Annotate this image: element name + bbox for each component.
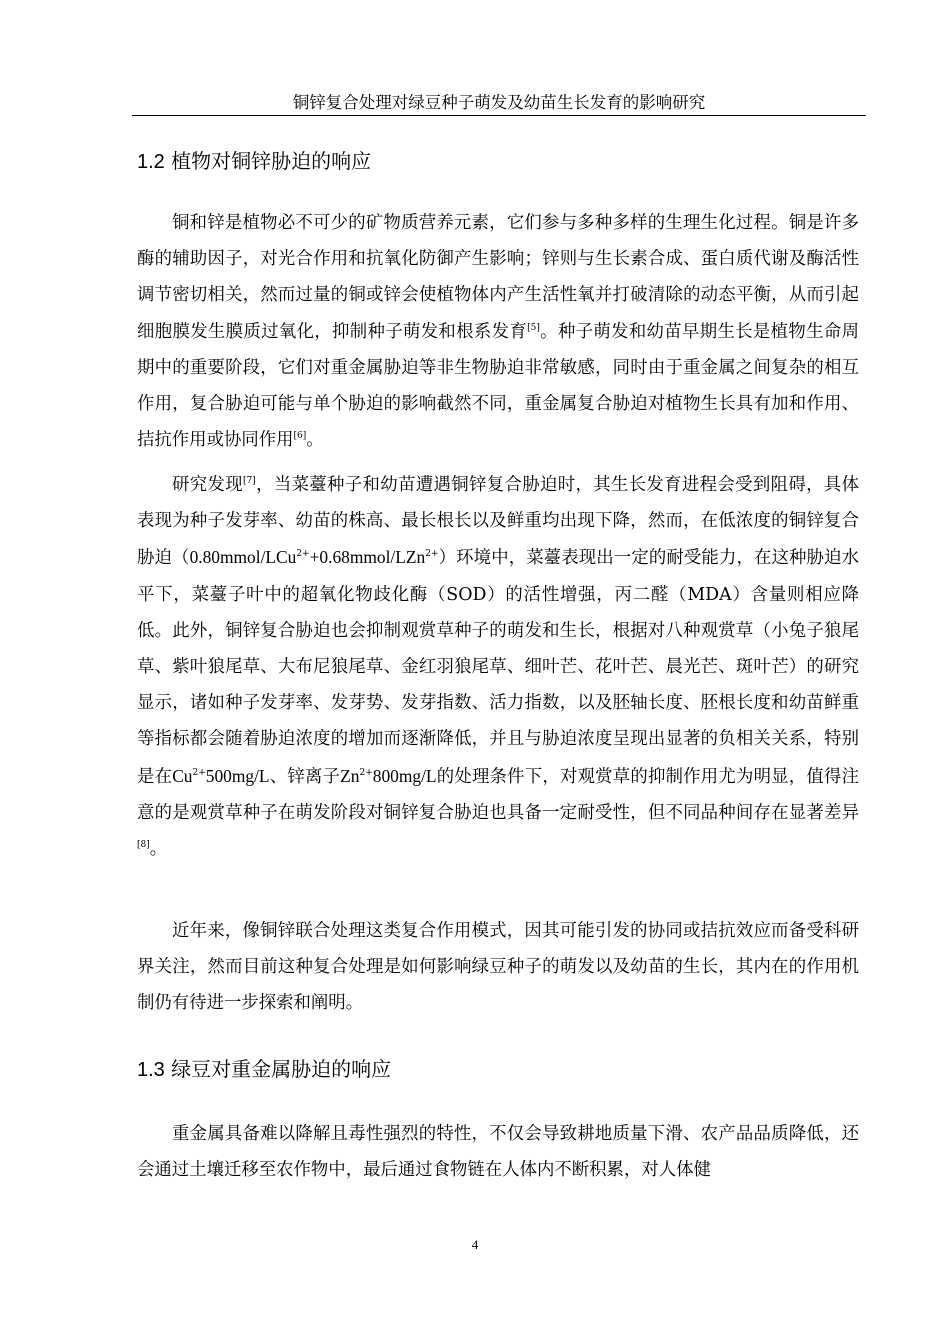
citation: [5]: [527, 322, 540, 333]
concentration-text: 0.80mmol/LCu: [189, 547, 297, 568]
paragraph-text: 。种子萌发和幼苗早期生长是植物生命周期中的重要阶段，它们对重金属胁迫等非生物胁迫非常敏感，同时由于重金属之间复杂的相互作用，复合胁迫可能与单个胁迫的影响截然不同，重金属复合胁迫对植物生长具有加和作用、拮抗作用或协同作用: [137, 321, 859, 451]
page-number: 4: [471, 1237, 479, 1252]
citation: [8]: [137, 840, 150, 851]
paragraph-text: ，当菜薹种子和幼苗遭遇铜锌复合胁迫时，其生长发育进程会受到阻碍，具体表现为种子发芽率、幼苗的株高、最长根长以及鲜重均出现下降，然而，在低浓度的铜锌复合胁迫（: [137, 475, 859, 569]
section-heading-1-3: [137, 1055, 857, 1084]
section-number: 1.2: [137, 151, 165, 173]
section-title: 植物对铜锌胁迫的响应: [171, 149, 372, 173]
ion-charge: 2+: [192, 767, 206, 778]
section-heading-1-2: [137, 147, 857, 176]
section-title: 绿豆对重金属胁迫的响应: [171, 1057, 392, 1081]
paragraph: [137, 467, 859, 867]
paragraph-text: 。: [306, 430, 324, 451]
ion-charge: 2+: [425, 549, 439, 560]
citation: [7]: [242, 476, 256, 486]
paragraph: [137, 1116, 859, 1188]
running-header: 铜锌复合处理对绿豆种子萌发及幼苗生长发育的影响研究: [292, 93, 706, 112]
paragraph-text: 。: [149, 839, 168, 860]
citation: [6]: [293, 431, 307, 442]
concentration-text: 500mg/L: [205, 765, 270, 786]
paragraph-text: 研究发现: [172, 475, 243, 495]
paragraph-text: ）环境中，菜薹表现出一定的耐受能力，在这种胁迫水平下，菜薹子叶中的超氧化物歧化酶（SOD）的活性增强，丙二醛（MDA）含量则相应降低。此外，铜锌复合胁迫也会抑制观赏草种子的萌发和生长，根据对八种观赏草（小兔子狼尾草、紫叶狼尾草、大布尼狼尾草、金红羽狼尾草、细叶芒、花叶芒、晨光芒、斑叶芒）的研究显示，诸如种子发芽率、发芽势、发芽指数、活力指数，以及胚轴长度、胚根长度和幼苗鲜重等指标都会随着胁迫浓度的增加而逐渐降低，并且与胁迫浓度呈现出显著的负相关关系，特别是在: [137, 548, 859, 787]
paragraph-text: 、锌离子: [269, 766, 341, 787]
ion-charge: 2+: [296, 549, 310, 560]
header-rule: [132, 115, 866, 116]
concentration-text: +0.68mmol/LZn: [309, 547, 426, 568]
paragraph-text: 铜和锌是植物必不可少的矿物质营养元素，它们参与多种多样的生理生化过程。铜是许多酶的辅助因子，对光合作用和抗氧化防御产生影响；锌则与生长素合成、蛋白质代谢及酶活性调节密切相关，然而过量的铜或锌会使植物体内产生活性氧并打破清除的动态平衡，从而引起细胞膜发生膜质过氧化，抑制种子萌发和根系发育: [137, 213, 859, 342]
ion-charge: 2+: [359, 767, 373, 778]
ion-symbol: Zn: [340, 765, 360, 786]
section-number: 1.3: [137, 1059, 165, 1081]
paragraph-text: 重金属具备难以降解且毒性强烈的特性，不仅会导致耕地质量下滑、农产品品质降低，还会通过土壤迁移至农作物中，最后通过食物链在人体内不断积累，对人体健: [137, 1124, 859, 1181]
paragraph: [137, 913, 859, 1022]
paragraph-text: 近年来，像铜锌联合处理这类复合作用模式，因其可能引发的协同或拮抗效应而备受科研界关注，然而目前这种复合处理是如何影响绿豆种子的萌发以及幼苗的生长，其内在的作用机制仍有待进一步探索和阐明。: [137, 921, 859, 1014]
ion-symbol: Cu: [172, 765, 193, 786]
paragraph-text: 的处理条件下，对观赏草的抑制作用尤为明显，值得注意的是观赏草种子在萌发阶段对铜锌复合胁迫也具备一定耐受性，但不同品种间存在显著差异: [137, 766, 859, 823]
paragraph: [137, 205, 859, 458]
concentration-text: 800mg/L: [372, 765, 437, 786]
